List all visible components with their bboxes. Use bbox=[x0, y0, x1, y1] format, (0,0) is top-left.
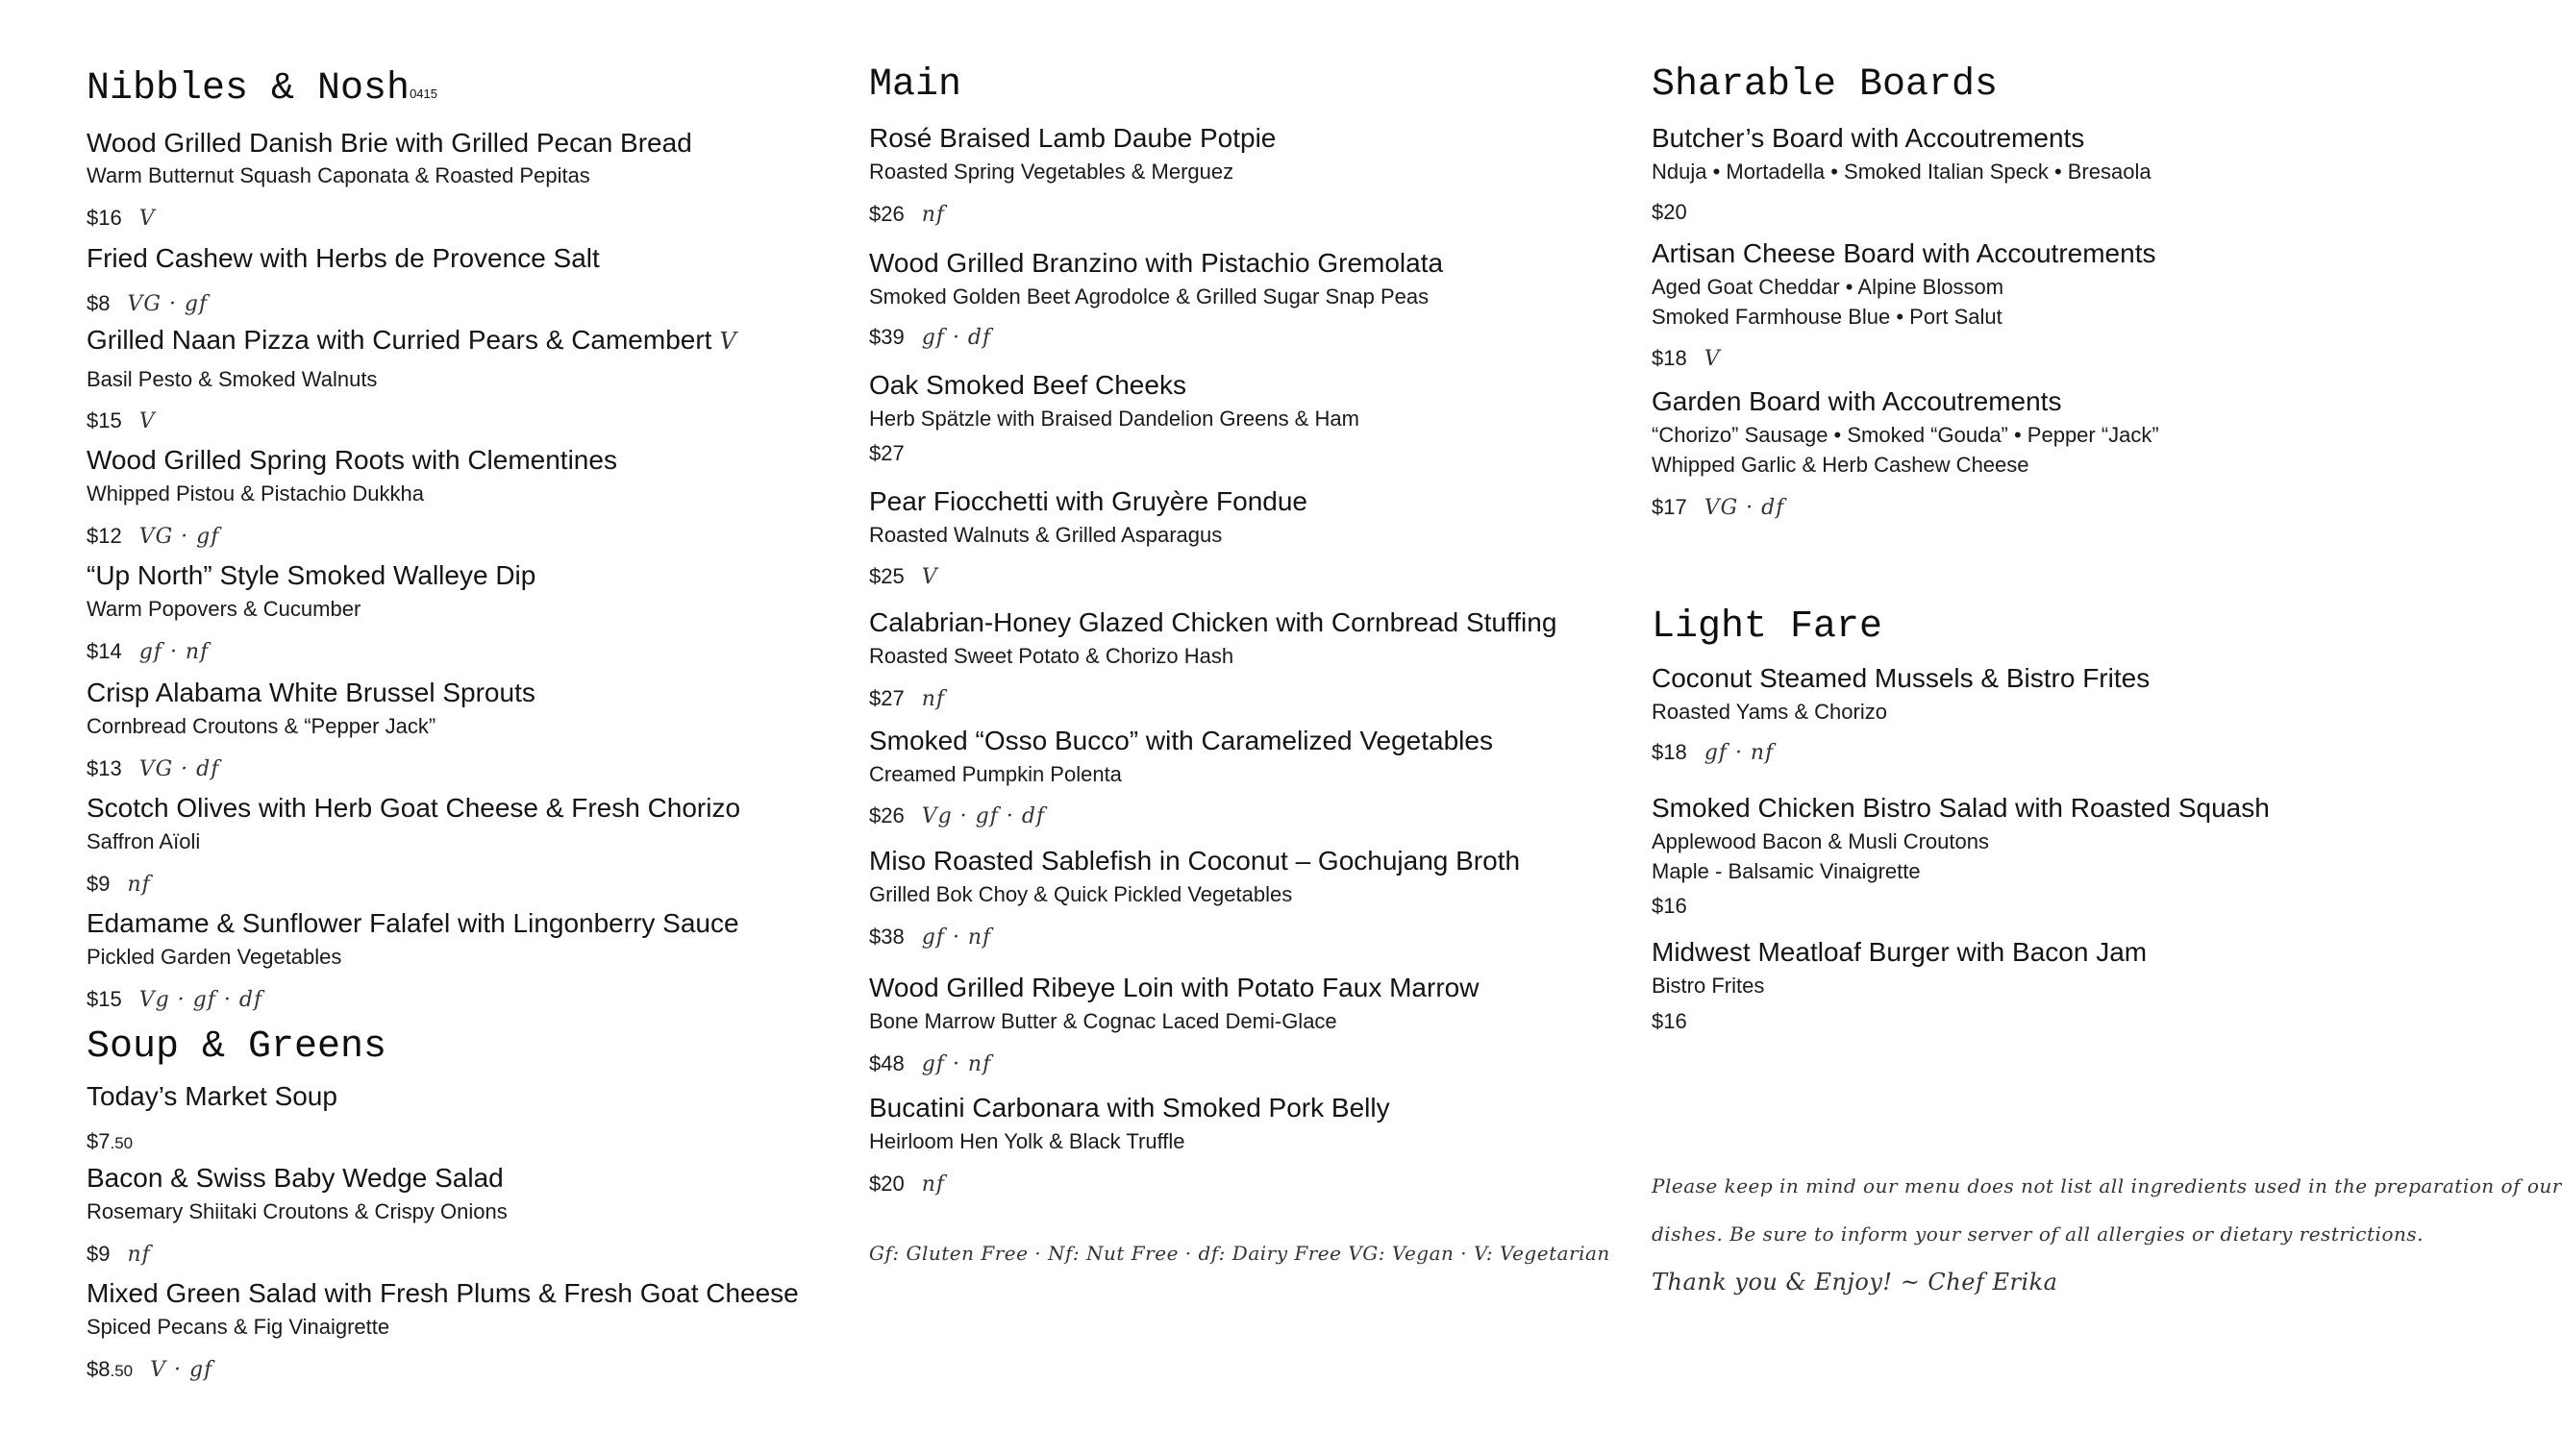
menu-item-desc: Bistro Frites bbox=[1652, 974, 1765, 998]
section-title-boards: Sharable Boards bbox=[1652, 63, 1999, 107]
menu-item-name: Garden Board with Accoutrements bbox=[1652, 386, 2062, 416]
diet-tag: gf · nf bbox=[921, 1052, 992, 1076]
menu-item-price: $16 bbox=[1652, 1009, 1687, 1033]
diet-tag: VG · gf bbox=[138, 525, 220, 549]
menu-item-desc: Warm Butternut Squash Caponata & Roasted Pepitas bbox=[87, 163, 590, 187]
menu-item-name: Crisp Alabama White Brussel Sprouts bbox=[87, 678, 535, 707]
diet-tag: V bbox=[1704, 347, 1721, 371]
menu-item-name: Bucatini Carbonara with Smoked Pork Belly bbox=[869, 1093, 1390, 1123]
diet-tag: gf · nf bbox=[1704, 741, 1775, 765]
menu-item-name: Pear Fiocchetti with Gruyère Fondue bbox=[869, 486, 1307, 516]
menu-item-price: $18 gf · nf bbox=[1652, 740, 1775, 765]
menu-item-price: $20 bbox=[1652, 200, 1687, 224]
menu-item-desc: Roasted Sweet Potato & Chorizo Hash bbox=[869, 644, 1234, 668]
menu-item-desc: Applewood Bacon & Musli Croutons bbox=[1652, 829, 1989, 853]
menu-item-desc: Heirloom Hen Yolk & Black Truffle bbox=[869, 1129, 1185, 1153]
menu-item-desc: “Chorizo” Sausage • Smoked “Gouda” • Pepper “Jack” bbox=[1652, 423, 2159, 447]
diet-tag: Vg · gf · df bbox=[138, 988, 263, 1012]
menu-item-price: $39 gf · df bbox=[869, 325, 992, 350]
diet-tag: nf bbox=[127, 1243, 151, 1267]
menu-item-name: Grilled Naan Pizza with Curried Pears & Camembert V bbox=[87, 325, 736, 355]
menu-item-price: $16 V bbox=[87, 206, 156, 231]
chef-note-line: dishes. Be sure to inform your server of all allergies or dietary restrictions. bbox=[1652, 1222, 2424, 1246]
diet-tag: nf bbox=[921, 203, 946, 227]
menu-item-name: Oak Smoked Beef Cheeks bbox=[869, 370, 1186, 400]
menu-item-name: Miso Roasted Sablefish in Coconut – Gochujang Broth bbox=[869, 846, 1521, 876]
menu-item-name: Scotch Olives with Herb Goat Cheese & Fresh Chorizo bbox=[87, 793, 741, 823]
diet-tag: nf bbox=[921, 1172, 946, 1197]
menu-item-name: Midwest Meatloaf Burger with Bacon Jam bbox=[1652, 937, 2148, 967]
menu-item-price: $8 VG · gf bbox=[87, 291, 209, 316]
diet-tag: V bbox=[138, 207, 156, 231]
menu-item-price: $26 Vg · gf · df bbox=[869, 803, 1046, 828]
diet-tag: V bbox=[719, 328, 736, 355]
menu-item-desc: Bone Marrow Butter & Cognac Laced Demi-Glace bbox=[869, 1009, 1337, 1033]
menu-item-price: $27 bbox=[869, 441, 905, 465]
diet-tag: VG · gf bbox=[127, 292, 209, 316]
menu-item-desc: Basil Pesto & Smoked Walnuts bbox=[87, 367, 378, 391]
menu-item-price: $9 nf bbox=[87, 872, 151, 897]
menu-item-desc: Saffron Aïoli bbox=[87, 829, 201, 853]
menu-item-desc: Grilled Bok Choy & Quick Pickled Vegetables bbox=[869, 882, 1293, 906]
menu-item-name: Smoked Chicken Bistro Salad with Roasted Squash bbox=[1652, 793, 2270, 823]
menu-item-name: “Up North” Style Smoked Walleye Dip bbox=[87, 560, 536, 590]
menu-item-price: $15 V bbox=[87, 408, 156, 433]
dietary-legend: Gf: Gluten Free · Nf: Nut Free · df: Dairy Free VG: Vegan · V: Vegetarian bbox=[869, 1242, 1610, 1265]
menu-item-name: Wood Grilled Branzino with Pistachio Gremolata bbox=[869, 248, 1444, 278]
menu-code: 0415 bbox=[410, 86, 437, 101]
menu-item-price: $8.50 V · gf bbox=[87, 1357, 213, 1382]
chef-signature: Thank you & Enjoy! ~ Chef Erika bbox=[1652, 1269, 2058, 1296]
menu-item-desc: Whipped Garlic & Herb Cashew Cheese bbox=[1652, 453, 2029, 477]
menu-item-name: Wood Grilled Danish Brie with Grilled Pecan Bread bbox=[87, 128, 692, 158]
menu-item-price: $12 VG · gf bbox=[87, 524, 220, 549]
menu-item-price: $14 gf · nf bbox=[87, 639, 210, 664]
menu-item-name: Wood Grilled Spring Roots with Clementines bbox=[87, 445, 617, 475]
section-title-light: Light Fare bbox=[1652, 605, 1883, 649]
menu-item-price: $25 V bbox=[869, 564, 938, 589]
menu-item-price: $38 gf · nf bbox=[869, 925, 992, 950]
menu-item-name: Edamame & Sunflower Falafel with Lingonberry Sauce bbox=[87, 908, 739, 938]
diet-tag: nf bbox=[921, 687, 946, 711]
diet-tag: V · gf bbox=[150, 1358, 213, 1382]
diet-tag: VG · df bbox=[138, 757, 220, 781]
menu-item-desc: Herb Spätzle with Braised Dandelion Greens & Ham bbox=[869, 407, 1359, 431]
menu-item-desc: Maple - Balsamic Vinaigrette bbox=[1652, 859, 1921, 883]
menu-item-name: Wood Grilled Ribeye Loin with Potato Faux Marrow bbox=[869, 973, 1480, 1002]
menu-item-price: $9 nf bbox=[87, 1242, 151, 1267]
menu-item-desc: Roasted Yams & Chorizo bbox=[1652, 700, 1887, 724]
section-title-main: Main bbox=[869, 63, 962, 107]
diet-tag: gf · nf bbox=[138, 640, 210, 664]
menu-item-name: Smoked “Osso Bucco” with Caramelized Vegetables bbox=[869, 726, 1493, 755]
menu-item-name: Mixed Green Salad with Fresh Plums & Fresh Goat Cheese bbox=[87, 1278, 799, 1308]
menu-item-desc: Spiced Pecans & Fig Vinaigrette bbox=[87, 1315, 390, 1339]
menu-item-desc: Warm Popovers & Cucumber bbox=[87, 597, 361, 621]
diet-tag: V bbox=[921, 565, 938, 589]
menu-item-price: $26 nf bbox=[869, 202, 946, 227]
diet-tag: V bbox=[138, 409, 156, 433]
diet-tag: gf · nf bbox=[921, 925, 992, 950]
menu-item-desc: Cornbread Croutons & “Pepper Jack” bbox=[87, 714, 436, 738]
menu-item-desc: Whipped Pistou & Pistachio Dukkha bbox=[87, 481, 424, 506]
menu-item-desc: Roasted Spring Vegetables & Merguez bbox=[869, 160, 1234, 184]
menu-item-name: Coconut Steamed Mussels & Bistro Frites bbox=[1652, 663, 2151, 693]
menu-item-name: Calabrian-Honey Glazed Chicken with Cornbread Stuffing bbox=[869, 607, 1557, 637]
menu-item-desc: Roasted Walnuts & Grilled Asparagus bbox=[869, 523, 1223, 547]
menu-item-desc: Rosemary Shiitaki Croutons & Crispy Onions bbox=[87, 1199, 508, 1223]
menu-item-desc: Smoked Golden Beet Agrodolce & Grilled Sugar Snap Peas bbox=[869, 284, 1430, 308]
menu-item-price: $27 nf bbox=[869, 686, 946, 711]
menu-item-price: $15 Vg · gf · df bbox=[87, 987, 263, 1012]
menu-item-price: $20 nf bbox=[869, 1172, 946, 1197]
menu-item-desc: Aged Goat Cheddar • Alpine Blossom bbox=[1652, 275, 2004, 299]
menu-item-price: $48 gf · nf bbox=[869, 1051, 992, 1076]
section-title-soup: Soup & Greens bbox=[87, 1025, 387, 1069]
menu-item-price: $17 VG · df bbox=[1652, 495, 1785, 520]
menu-item-desc: Pickled Garden Vegetables bbox=[87, 945, 342, 969]
menu-item-price: $13 VG · df bbox=[87, 756, 220, 781]
menu-item-price: $7.50 bbox=[87, 1129, 134, 1153]
menu-item-desc: Nduja • Mortadella • Smoked Italian Speck • Bresaola bbox=[1652, 160, 2152, 184]
diet-tag: VG · df bbox=[1704, 496, 1785, 520]
menu-item-name: Butcher’s Board with Accoutrements bbox=[1652, 123, 2085, 153]
menu-item-price: $16 bbox=[1652, 894, 1687, 918]
diet-tag: nf bbox=[127, 873, 151, 897]
diet-tag: Vg · gf · df bbox=[921, 804, 1046, 828]
menu-item-desc: Smoked Farmhouse Blue • Port Salut bbox=[1652, 305, 2002, 329]
menu-item-price: $18 V bbox=[1652, 346, 1721, 371]
diet-tag: gf · df bbox=[921, 326, 992, 350]
menu-item-name: Today’s Market Soup bbox=[87, 1081, 337, 1111]
menu-item-name: Rosé Braised Lamb Daube Potpie bbox=[869, 123, 1277, 153]
menu-item-name: Bacon & Swiss Baby Wedge Salad bbox=[87, 1163, 504, 1193]
chef-note-line: Please keep in mind our menu does not list all ingredients used in the preparation of our bbox=[1652, 1174, 2562, 1197]
menu-item-name: Fried Cashew with Herbs de Provence Salt bbox=[87, 243, 600, 273]
menu-item-desc: Creamed Pumpkin Polenta bbox=[869, 762, 1122, 786]
menu-item-name: Artisan Cheese Board with Accoutrements bbox=[1652, 238, 2156, 268]
section-title-nibbles: Nibbles & Nosh0415 bbox=[87, 67, 437, 111]
